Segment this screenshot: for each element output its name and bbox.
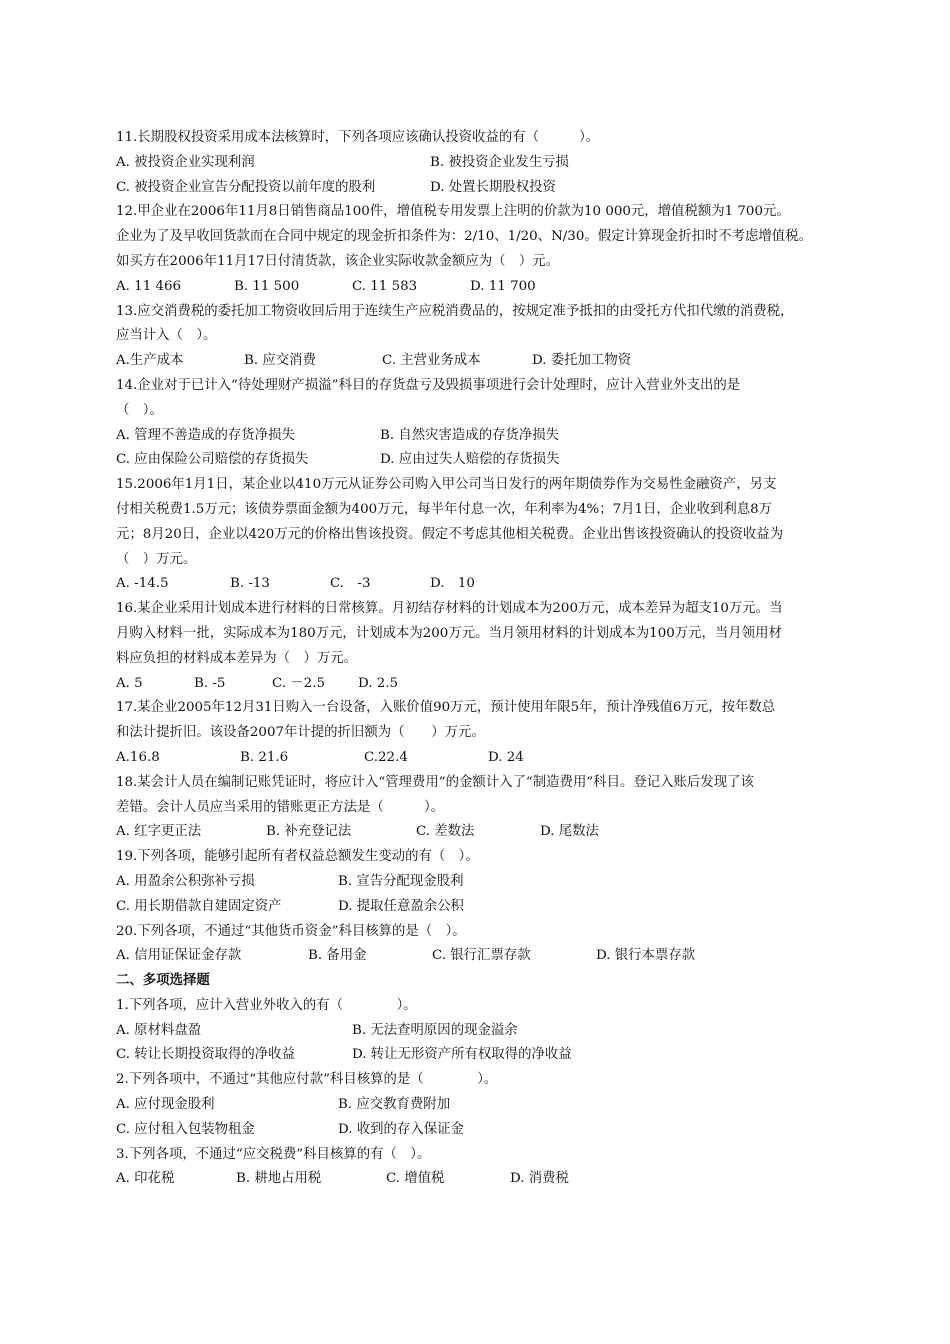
answer-option: C. 应由保险公司赔偿的存货损失 — [116, 452, 309, 468]
answer-options-row — [116, 349, 890, 374]
question-text-line: 应当计入（ ）。 — [116, 328, 217, 344]
answer-option: A. -14.5 — [116, 576, 169, 592]
answer-options-row — [116, 1167, 890, 1192]
answer-option: D. 尾数法 — [540, 824, 599, 840]
answer-options-row — [116, 176, 890, 201]
answer-option: C.22.4 — [364, 749, 408, 765]
answer-options-row — [116, 448, 890, 473]
answer-option: B. -5 — [194, 675, 226, 691]
answer-option: A. 应付现金股利 — [116, 1097, 215, 1113]
question-text-line: 18.某会计人员在编制记账凭证时，将应计入“管理费用”的金额计入了“制造费用”科目。登记入账后发现了该 — [116, 774, 754, 790]
answer-option: C. 银行汇票存款 — [432, 948, 531, 964]
answer-options-row — [116, 895, 890, 920]
question-text-line: 月购入材料一批，实际成本为180万元，计划成本为200万元。当月领用材料的计划成本为100万元，当月领用材 — [116, 625, 782, 641]
answer-options-row — [116, 672, 890, 697]
answer-option: D. 委托加工物资 — [532, 353, 632, 369]
answer-option: D. 10 — [430, 576, 475, 592]
answer-option: D. 消费税 — [510, 1171, 569, 1187]
answer-option: D. 24 — [488, 749, 524, 765]
answer-options-row — [116, 1118, 890, 1143]
answer-option: A. 原材料盘盈 — [116, 1022, 202, 1038]
answer-option: D. 转让无形资产所有权取得的净收益 — [352, 1047, 572, 1063]
answer-options-row — [116, 572, 890, 597]
answer-option: B. 无法查明原因的现金溢余 — [352, 1022, 518, 1038]
answer-option: D. 2.5 — [358, 675, 399, 691]
question-text-line: 料应负担的材料成本差异为（ ）万元。 — [116, 650, 358, 666]
answer-option: C. 主营业务成本 — [382, 353, 481, 369]
answer-option: B. -13 — [230, 576, 270, 592]
question-text-line: 1.下列各项，应计入营业外收入的有（ ）。 — [116, 997, 417, 1013]
answer-option: B. 宣告分配现金股利 — [338, 873, 464, 889]
answer-option: C. 11 583 — [352, 278, 418, 294]
answer-option: B. 备用金 — [308, 948, 367, 964]
question-text-line: 15.2006年1月1日，某企业以410万元从证券公司购入甲公司当日发行的两年期债券作为交易性金融资产，另支 — [116, 477, 777, 493]
answer-option: B. 被投资企业发生亏损 — [430, 154, 569, 170]
answer-option: B. 自然灾害造成的存货净损失 — [380, 427, 560, 443]
answer-option: C. 被投资企业宣告分配投资以前年度的股利 — [116, 179, 376, 195]
answer-option: A. 用盈余公积弥补亏损 — [116, 873, 255, 889]
answer-options-row — [116, 746, 890, 771]
question-text-line: 和法计提折旧。该设备2007年计提的折旧额为（ ）万元。 — [116, 725, 485, 741]
question-text-line: 16.某企业采用计划成本进行材料的日常核算。月初结存材料的计划成本为200万元，成本差异为超支10万元。当 — [116, 601, 783, 617]
section-heading: 二、多项选择题 — [116, 973, 210, 989]
answer-option: C. 差数法 — [416, 824, 475, 840]
answer-option: C. 应付租入包装物租金 — [116, 1121, 255, 1137]
answer-options-row — [116, 275, 890, 300]
answer-option: B. 补充登记法 — [266, 824, 352, 840]
question-text-line: 14.企业对于已计入“待处理财产损溢”科目的存货盘亏及毁损事项进行会计处理时，应计入营业外支出的是 — [116, 377, 741, 393]
answer-options-row — [116, 424, 890, 449]
answer-option: A. 被投资企业实现利润 — [116, 154, 255, 170]
question-text-line: 19.下列各项，能够引起所有者权益总额发生变动的有（ ）。 — [116, 849, 479, 865]
question-text-line: 12.甲企业在2006年11月8日销售商品100件，增值税专用发票上注明的价款为10 000元，增值税额为1 700元。 — [116, 204, 790, 220]
question-text-line: 3.下列各项，不通过“应交税费”科目核算的有（ ）。 — [116, 1146, 431, 1162]
answer-option: D. 银行本票存款 — [596, 948, 696, 964]
answer-option: B. 21.6 — [240, 749, 289, 765]
answer-option: C. 增值税 — [386, 1171, 445, 1187]
question-text-line: 如买方在2006年11月17日付清货款，该企业实际收款金额应为（ ）元。 — [116, 253, 560, 269]
question-text-line: 2.下列各项中，不通过“其他应付款”科目核算的是（ ）。 — [116, 1072, 498, 1088]
question-text-line: 11.长期股权投资采用成本法核算时，下列各项应该确认投资收益的有（ ）。 — [116, 130, 600, 145]
question-text-line: 元；8月20日，企业以420万元的价格出售该投资。假定不考虑其他相关税费。企业出售该投资确认的投资收益为 — [116, 526, 784, 542]
answer-option: D. 应由过失人赔偿的存货损失 — [380, 452, 560, 468]
answer-option: B. 应交教育费附加 — [338, 1097, 451, 1113]
question-text-line: 企业为了及早收回货款而在合同中规定的现金折扣条件为：2/10、1/20、N/30。假定计算现金折扣时不考虑增值税。 — [116, 229, 812, 245]
answer-option: B. 应交消费 — [244, 353, 316, 369]
question-text-line: 付相关税费1.5万元；该债券票面金额为400万元，每半年付息一次，年利率为4%；7月1日，企业收到利息8万 — [116, 501, 773, 517]
answer-options-row — [116, 1043, 890, 1068]
answer-option: D. 11 700 — [470, 278, 536, 294]
answer-option: A. 5 — [116, 675, 143, 691]
answer-option: A. 红字更正法 — [116, 824, 202, 840]
answer-options-row — [116, 820, 890, 845]
question-text-line: 13.应交消费税的委托加工物资收回后用于连续生产应税消费品的，按规定准予抵扣的由受托方代扣代缴的消费税， — [116, 303, 794, 319]
answer-options-row — [116, 151, 890, 176]
answer-option: A. 信用证保证金存款 — [116, 948, 242, 964]
answer-options-row — [116, 944, 890, 969]
question-text-line: 差错。会计人员应当采用的错账更正方法是（ ）。 — [116, 799, 445, 815]
answer-option: A.16.8 — [116, 749, 160, 765]
answer-option: C. -3 — [330, 576, 371, 592]
question-text-line: 20.下列各项，不通过“其他货币资金”科目核算的是（ ）。 — [116, 923, 466, 939]
answer-option: D. 提取任意盈余公积 — [338, 898, 464, 914]
answer-option: D. 处置长期股权投资 — [430, 179, 556, 195]
answer-options-row — [116, 870, 890, 895]
answer-option: A. 印花税 — [116, 1171, 175, 1187]
question-text-line: 17.某企业2005年12月31日购入一台设备，入账价值90万元，预计使用年限5年，预计净残值6万元，按年数总 — [116, 700, 776, 716]
answer-options-row — [116, 1019, 890, 1044]
answer-option: C. －2.5 — [272, 675, 325, 691]
answer-option: A.生产成本 — [116, 353, 184, 369]
answer-option: B. 耕地占用税 — [236, 1171, 322, 1187]
answer-option: B. 11 500 — [234, 278, 300, 294]
answer-option: D. 收到的存入保证金 — [338, 1121, 464, 1137]
question-text-line: （ ）。 — [116, 402, 163, 418]
answer-option: A. 11 466 — [116, 278, 182, 294]
answer-option: C. 用长期借款自建固定资产 — [116, 898, 282, 914]
answer-options-row — [116, 1093, 890, 1118]
question-text-line: （ ）万元。 — [116, 551, 197, 567]
answer-option: A. 管理不善造成的存货净损失 — [116, 427, 295, 443]
answer-option: C. 转让长期投资取得的净收益 — [116, 1047, 295, 1063]
